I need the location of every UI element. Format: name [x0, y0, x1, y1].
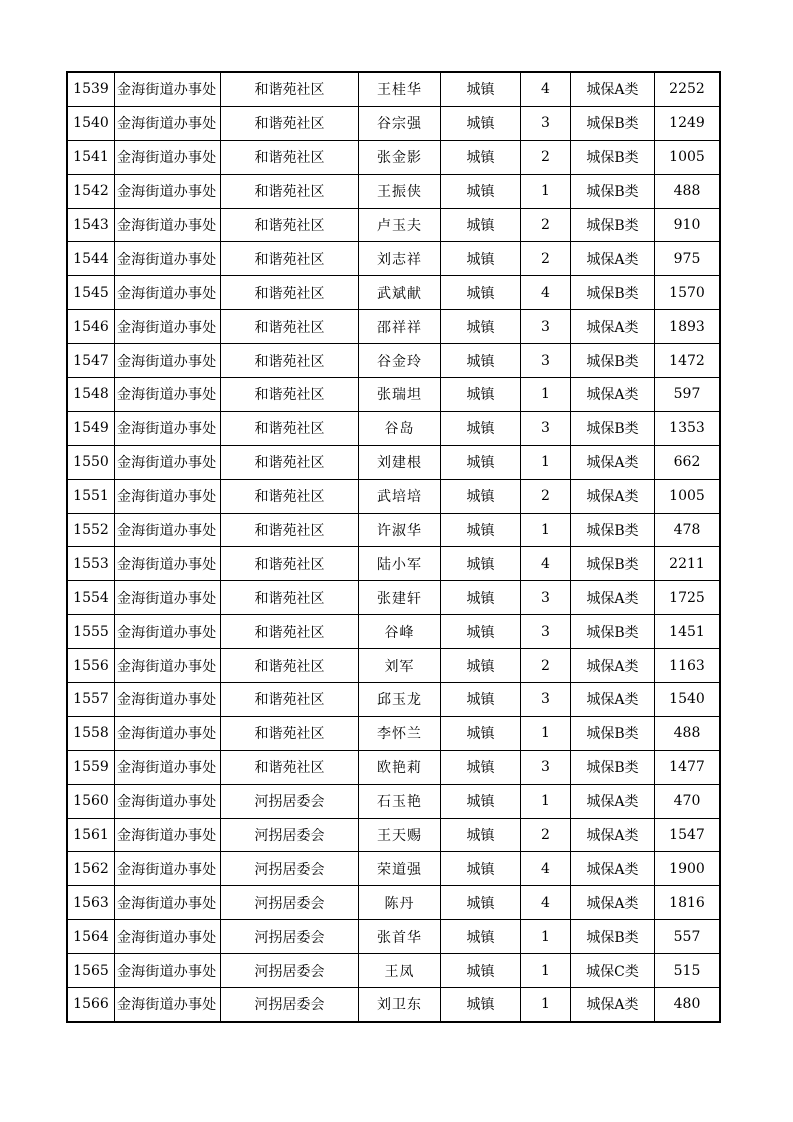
name-cell: 谷岛 [359, 411, 441, 445]
table-row [68, 547, 720, 581]
name-cell: 王凤 [359, 954, 441, 988]
table-row [68, 920, 720, 954]
table-row [68, 411, 720, 445]
amount-cell: 1477 [655, 750, 720, 784]
insurance-category-cell: 城保A类 [571, 988, 655, 1022]
insurance-category-cell: 城保A类 [571, 310, 655, 344]
insurance-category-cell: 城保A类 [571, 886, 655, 920]
area-type-cell: 城镇 [441, 886, 521, 920]
name-cell: 谷峰 [359, 615, 441, 649]
row-number-cell: 1564 [68, 920, 115, 954]
street-office-cell: 金海街道办事处 [115, 750, 221, 784]
row-number-cell: 1551 [68, 479, 115, 513]
street-office-cell: 金海街道办事处 [115, 411, 221, 445]
insurance-category-cell: 城保A类 [571, 649, 655, 683]
street-office-cell: 金海街道办事处 [115, 344, 221, 378]
street-office-cell: 金海街道办事处 [115, 818, 221, 852]
name-cell: 王天赐 [359, 818, 441, 852]
table-row [68, 445, 720, 479]
insurance-category-cell: 城保B类 [571, 513, 655, 547]
insurance-category-cell: 城保B类 [571, 106, 655, 140]
table-row [68, 886, 720, 920]
row-number-cell: 1539 [68, 73, 115, 107]
amount-cell: 488 [655, 716, 720, 750]
records-table [67, 72, 720, 1022]
name-cell: 张金影 [359, 140, 441, 174]
amount-cell: 1472 [655, 344, 720, 378]
table-row [68, 140, 720, 174]
community-cell: 河拐居委会 [221, 954, 359, 988]
amount-cell: 1249 [655, 106, 720, 140]
area-type-cell: 城镇 [441, 615, 521, 649]
table-row [68, 276, 720, 310]
name-cell: 王桂华 [359, 73, 441, 107]
street-office-cell: 金海街道办事处 [115, 716, 221, 750]
street-office-cell: 金海街道办事处 [115, 784, 221, 818]
name-cell: 许淑华 [359, 513, 441, 547]
table-row [68, 208, 720, 242]
street-office-cell: 金海街道办事处 [115, 988, 221, 1022]
street-office-cell: 金海街道办事处 [115, 208, 221, 242]
name-cell: 欧艳莉 [359, 750, 441, 784]
amount-cell: 1900 [655, 852, 720, 886]
name-cell: 卢玉夫 [359, 208, 441, 242]
area-type-cell: 城镇 [441, 547, 521, 581]
table-row [68, 513, 720, 547]
area-type-cell: 城镇 [441, 73, 521, 107]
table-row [68, 852, 720, 886]
insurance-category-cell: 城保B类 [571, 920, 655, 954]
row-number-cell: 1558 [68, 716, 115, 750]
household-size-cell: 3 [521, 411, 571, 445]
name-cell: 荣道强 [359, 852, 441, 886]
row-number-cell: 1548 [68, 378, 115, 412]
street-office-cell: 金海街道办事处 [115, 920, 221, 954]
street-office-cell: 金海街道办事处 [115, 852, 221, 886]
area-type-cell: 城镇 [441, 174, 521, 208]
insurance-category-cell: 城保A类 [571, 479, 655, 513]
row-number-cell: 1549 [68, 411, 115, 445]
table-row [68, 716, 720, 750]
name-cell: 武斌献 [359, 276, 441, 310]
table-row [68, 174, 720, 208]
household-size-cell: 2 [521, 140, 571, 174]
row-number-cell: 1541 [68, 140, 115, 174]
household-size-cell: 1 [521, 954, 571, 988]
household-size-cell: 4 [521, 886, 571, 920]
community-cell: 河拐居委会 [221, 886, 359, 920]
community-cell: 河拐居委会 [221, 818, 359, 852]
table-row [68, 750, 720, 784]
household-size-cell: 3 [521, 106, 571, 140]
row-number-cell: 1563 [68, 886, 115, 920]
street-office-cell: 金海街道办事处 [115, 547, 221, 581]
community-cell: 和谐苑社区 [221, 411, 359, 445]
amount-cell: 2252 [655, 73, 720, 107]
row-number-cell: 1560 [68, 784, 115, 818]
street-office-cell: 金海街道办事处 [115, 615, 221, 649]
community-cell: 和谐苑社区 [221, 208, 359, 242]
community-cell: 和谐苑社区 [221, 140, 359, 174]
name-cell: 张建轩 [359, 581, 441, 615]
household-size-cell: 4 [521, 852, 571, 886]
household-size-cell: 3 [521, 615, 571, 649]
table-row [68, 242, 720, 276]
community-cell: 和谐苑社区 [221, 547, 359, 581]
street-office-cell: 金海街道办事处 [115, 106, 221, 140]
street-office-cell: 金海街道办事处 [115, 445, 221, 479]
row-number-cell: 1561 [68, 818, 115, 852]
row-number-cell: 1544 [68, 242, 115, 276]
household-size-cell: 4 [521, 276, 571, 310]
community-cell: 和谐苑社区 [221, 479, 359, 513]
area-type-cell: 城镇 [441, 716, 521, 750]
street-office-cell: 金海街道办事处 [115, 479, 221, 513]
name-cell: 刘建根 [359, 445, 441, 479]
table-row [68, 106, 720, 140]
insurance-category-cell: 城保A类 [571, 818, 655, 852]
row-number-cell: 1546 [68, 310, 115, 344]
table-row [68, 73, 720, 107]
household-size-cell: 1 [521, 920, 571, 954]
area-type-cell: 城镇 [441, 818, 521, 852]
amount-cell: 910 [655, 208, 720, 242]
insurance-category-cell: 城保B类 [571, 750, 655, 784]
row-number-cell: 1542 [68, 174, 115, 208]
table-row [68, 310, 720, 344]
amount-cell: 1540 [655, 683, 720, 717]
amount-cell: 662 [655, 445, 720, 479]
row-number-cell: 1543 [68, 208, 115, 242]
name-cell: 谷宗强 [359, 106, 441, 140]
insurance-category-cell: 城保B类 [571, 547, 655, 581]
table-row [68, 649, 720, 683]
area-type-cell: 城镇 [441, 208, 521, 242]
amount-cell: 2211 [655, 547, 720, 581]
household-size-cell: 2 [521, 818, 571, 852]
amount-cell: 975 [655, 242, 720, 276]
insurance-category-cell: 城保B类 [571, 615, 655, 649]
name-cell: 邱玉龙 [359, 683, 441, 717]
area-type-cell: 城镇 [441, 988, 521, 1022]
insurance-category-cell: 城保A类 [571, 784, 655, 818]
amount-cell: 597 [655, 378, 720, 412]
area-type-cell: 城镇 [441, 852, 521, 886]
area-type-cell: 城镇 [441, 242, 521, 276]
area-type-cell: 城镇 [441, 784, 521, 818]
amount-cell: 488 [655, 174, 720, 208]
street-office-cell: 金海街道办事处 [115, 242, 221, 276]
name-cell: 王振侠 [359, 174, 441, 208]
household-size-cell: 3 [521, 344, 571, 378]
row-number-cell: 1552 [68, 513, 115, 547]
row-number-cell: 1545 [68, 276, 115, 310]
row-number-cell: 1540 [68, 106, 115, 140]
insurance-category-cell: 城保B类 [571, 174, 655, 208]
amount-cell: 1005 [655, 140, 720, 174]
community-cell: 和谐苑社区 [221, 513, 359, 547]
amount-cell: 557 [655, 920, 720, 954]
area-type-cell: 城镇 [441, 649, 521, 683]
name-cell: 武培培 [359, 479, 441, 513]
table-row [68, 344, 720, 378]
community-cell: 和谐苑社区 [221, 750, 359, 784]
insurance-category-cell: 城保B类 [571, 140, 655, 174]
table-row [68, 615, 720, 649]
insurance-category-cell: 城保A类 [571, 242, 655, 276]
name-cell: 刘军 [359, 649, 441, 683]
community-cell: 和谐苑社区 [221, 378, 359, 412]
amount-cell: 1725 [655, 581, 720, 615]
household-size-cell: 1 [521, 716, 571, 750]
community-cell: 和谐苑社区 [221, 615, 359, 649]
table-row [68, 378, 720, 412]
name-cell: 刘卫东 [359, 988, 441, 1022]
table-row [68, 818, 720, 852]
name-cell: 李怀兰 [359, 716, 441, 750]
insurance-category-cell: 城保A类 [571, 445, 655, 479]
area-type-cell: 城镇 [441, 411, 521, 445]
table-row [68, 683, 720, 717]
insurance-category-cell: 城保B类 [571, 411, 655, 445]
insurance-category-cell: 城保B类 [571, 276, 655, 310]
street-office-cell: 金海街道办事处 [115, 378, 221, 412]
community-cell: 河拐居委会 [221, 784, 359, 818]
area-type-cell: 城镇 [441, 683, 521, 717]
row-number-cell: 1550 [68, 445, 115, 479]
area-type-cell: 城镇 [441, 750, 521, 784]
street-office-cell: 金海街道办事处 [115, 683, 221, 717]
row-number-cell: 1562 [68, 852, 115, 886]
insurance-category-cell: 城保B类 [571, 716, 655, 750]
name-cell: 陆小军 [359, 547, 441, 581]
community-cell: 河拐居委会 [221, 988, 359, 1022]
row-number-cell: 1556 [68, 649, 115, 683]
name-cell: 张瑞坦 [359, 378, 441, 412]
table-row [68, 479, 720, 513]
area-type-cell: 城镇 [441, 954, 521, 988]
amount-cell: 1816 [655, 886, 720, 920]
amount-cell: 1893 [655, 310, 720, 344]
amount-cell: 515 [655, 954, 720, 988]
community-cell: 和谐苑社区 [221, 310, 359, 344]
household-size-cell: 3 [521, 581, 571, 615]
community-cell: 河拐居委会 [221, 852, 359, 886]
name-cell: 张首华 [359, 920, 441, 954]
amount-cell: 1570 [655, 276, 720, 310]
amount-cell: 478 [655, 513, 720, 547]
insurance-category-cell: 城保A类 [571, 73, 655, 107]
community-cell: 和谐苑社区 [221, 106, 359, 140]
community-cell: 和谐苑社区 [221, 683, 359, 717]
row-number-cell: 1555 [68, 615, 115, 649]
area-type-cell: 城镇 [441, 445, 521, 479]
street-office-cell: 金海街道办事处 [115, 886, 221, 920]
insurance-category-cell: 城保B类 [571, 344, 655, 378]
household-size-cell: 3 [521, 750, 571, 784]
community-cell: 和谐苑社区 [221, 649, 359, 683]
name-cell: 石玉艳 [359, 784, 441, 818]
area-type-cell: 城镇 [441, 920, 521, 954]
street-office-cell: 金海街道办事处 [115, 174, 221, 208]
row-number-cell: 1553 [68, 547, 115, 581]
community-cell: 和谐苑社区 [221, 276, 359, 310]
household-size-cell: 1 [521, 378, 571, 412]
street-office-cell: 金海街道办事处 [115, 581, 221, 615]
household-size-cell: 2 [521, 649, 571, 683]
community-cell: 和谐苑社区 [221, 174, 359, 208]
insurance-category-cell: 城保A类 [571, 683, 655, 717]
street-office-cell: 金海街道办事处 [115, 310, 221, 344]
row-number-cell: 1559 [68, 750, 115, 784]
area-type-cell: 城镇 [441, 276, 521, 310]
street-office-cell: 金海街道办事处 [115, 73, 221, 107]
street-office-cell: 金海街道办事处 [115, 954, 221, 988]
street-office-cell: 金海街道办事处 [115, 649, 221, 683]
amount-cell: 1353 [655, 411, 720, 445]
name-cell: 陈丹 [359, 886, 441, 920]
insurance-category-cell: 城保B类 [571, 208, 655, 242]
table-row [68, 784, 720, 818]
household-size-cell: 1 [521, 174, 571, 208]
community-cell: 和谐苑社区 [221, 73, 359, 107]
community-cell: 河拐居委会 [221, 920, 359, 954]
community-cell: 和谐苑社区 [221, 445, 359, 479]
insurance-category-cell: 城保A类 [571, 581, 655, 615]
community-cell: 和谐苑社区 [221, 344, 359, 378]
area-type-cell: 城镇 [441, 479, 521, 513]
insurance-category-cell: 城保A类 [571, 378, 655, 412]
household-size-cell: 1 [521, 445, 571, 479]
area-type-cell: 城镇 [441, 513, 521, 547]
community-cell: 和谐苑社区 [221, 581, 359, 615]
insurance-category-cell: 城保A类 [571, 852, 655, 886]
household-size-cell: 1 [521, 513, 571, 547]
area-type-cell: 城镇 [441, 140, 521, 174]
street-office-cell: 金海街道办事处 [115, 276, 221, 310]
row-number-cell: 1557 [68, 683, 115, 717]
amount-cell: 1163 [655, 649, 720, 683]
area-type-cell: 城镇 [441, 344, 521, 378]
table-row [68, 954, 720, 988]
table-row [68, 581, 720, 615]
household-size-cell: 2 [521, 479, 571, 513]
street-office-cell: 金海街道办事处 [115, 140, 221, 174]
street-office-cell: 金海街道办事处 [115, 513, 221, 547]
name-cell: 谷金玲 [359, 344, 441, 378]
area-type-cell: 城镇 [441, 106, 521, 140]
household-size-cell: 1 [521, 988, 571, 1022]
household-size-cell: 2 [521, 242, 571, 276]
row-number-cell: 1547 [68, 344, 115, 378]
household-size-cell: 2 [521, 208, 571, 242]
area-type-cell: 城镇 [441, 310, 521, 344]
row-number-cell: 1565 [68, 954, 115, 988]
household-size-cell: 4 [521, 547, 571, 581]
amount-cell: 480 [655, 988, 720, 1022]
amount-cell: 470 [655, 784, 720, 818]
amount-cell: 1005 [655, 479, 720, 513]
insurance-category-cell: 城保C类 [571, 954, 655, 988]
name-cell: 刘志祥 [359, 242, 441, 276]
amount-cell: 1451 [655, 615, 720, 649]
table-row [68, 988, 720, 1022]
row-number-cell: 1554 [68, 581, 115, 615]
household-size-cell: 1 [521, 784, 571, 818]
name-cell: 邵祥祥 [359, 310, 441, 344]
household-size-cell: 4 [521, 73, 571, 107]
area-type-cell: 城镇 [441, 581, 521, 615]
amount-cell: 1547 [655, 818, 720, 852]
household-size-cell: 3 [521, 310, 571, 344]
community-cell: 和谐苑社区 [221, 716, 359, 750]
area-type-cell: 城镇 [441, 378, 521, 412]
household-size-cell: 3 [521, 683, 571, 717]
community-cell: 和谐苑社区 [221, 242, 359, 276]
row-number-cell: 1566 [68, 988, 115, 1022]
